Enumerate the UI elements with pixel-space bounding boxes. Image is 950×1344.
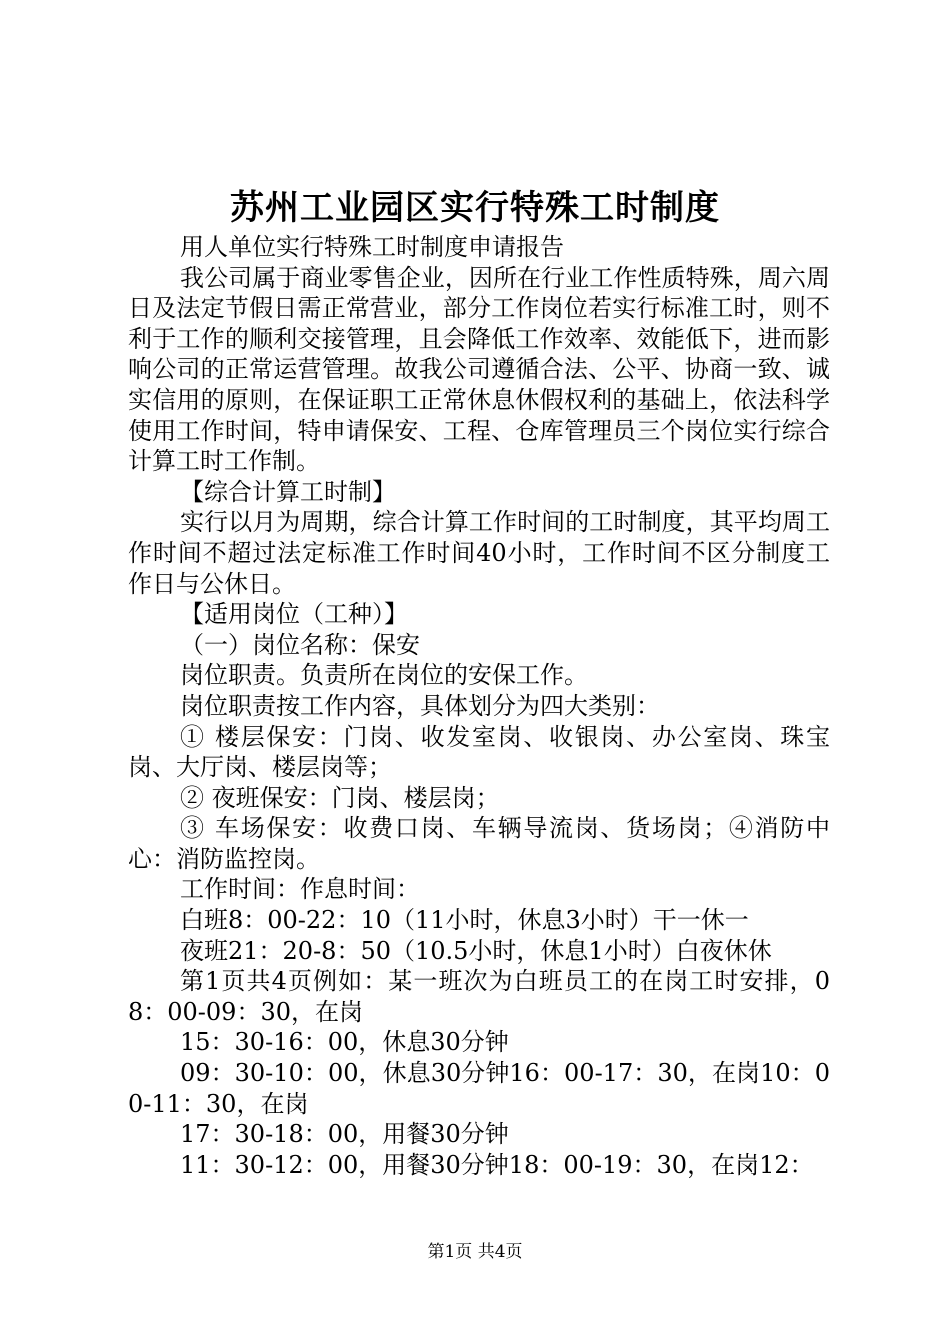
- document-title: 苏州工业园区实行特殊工时制度: [230, 188, 720, 228]
- section-heading: 【综合计算工时制】: [180, 477, 396, 506]
- document-body: [128, 232, 830, 1180]
- paragraph: （一）岗位名称：保安: [180, 630, 420, 659]
- section-heading: 【适用岗位（工种）】: [180, 600, 408, 629]
- paragraph: 17：30-18：00，用餐30分钟: [180, 1120, 509, 1149]
- paragraph: 岗位职责按工作内容，具体划分为四大类别：: [180, 691, 660, 720]
- paragraph: 夜班21：20-8：50（10.5小时，休息1小时）白夜休休: [180, 936, 772, 965]
- paragraph: 15：30-16：00，休息30分钟: [180, 1028, 509, 1057]
- paragraph: 我公司属于商业零售企业，因所在行业工作性质特殊，周六周日及法定节假日需正常营业，部分工作岗位若实行标准工时，则不利于工作的顺利交接管理，且会降低工作效率、效能低下，进而影响公司的正常运营管理。故我公司遵循合法、公平、协商一致、诚实信用的原则，在保证职工正常休息休假权利的基础上，依法科学使用工作时间，特申请保安、工程、仓库管理员三个岗位实行综合计算工时工作制。: [128, 263, 830, 476]
- paragraph: 09：30-10：00，休息30分钟16：00-17：30，在岗10：00-11：30，在岗: [128, 1059, 830, 1118]
- paragraph: 实行以月为周期，综合计算工作时间的工时制度，其平均周工作时间不超过法定标准工作时间40小时，工作时间不区分制度工作日与公休日。: [128, 508, 830, 598]
- page-footer: 第1页 共4页: [427, 1242, 523, 1262]
- paragraph: 第1页共4页例如：某一班次为白班员工的在岗工时安排，08：00-09：30，在岗: [128, 967, 830, 1026]
- paragraph: 白班8：00-22：10（11小时，休息3小时）干一休一: [180, 906, 749, 935]
- paragraph: 11：30-12：00，用餐30分钟18：00-19：30，在岗12：: [180, 1150, 814, 1179]
- list-item: ② 夜班保安：门岗、楼层岗；: [180, 783, 500, 812]
- list-item: ① 楼层保安：门岗、收发室岗、收银岗、办公室岗、珠宝岗、大厅岗、楼层岗等；: [128, 722, 830, 782]
- paragraph: 用人单位实行特殊工时制度申请报告: [180, 233, 564, 261]
- paragraph: 工作时间：作息时间：: [180, 875, 420, 904]
- paragraph: 岗位职责。负责所在岗位的安保工作。: [180, 661, 588, 690]
- list-item: ③ 车场保安：收费口岗、车辆导流岗、货场岗；④消防中心：消防监控岗。: [128, 814, 830, 873]
